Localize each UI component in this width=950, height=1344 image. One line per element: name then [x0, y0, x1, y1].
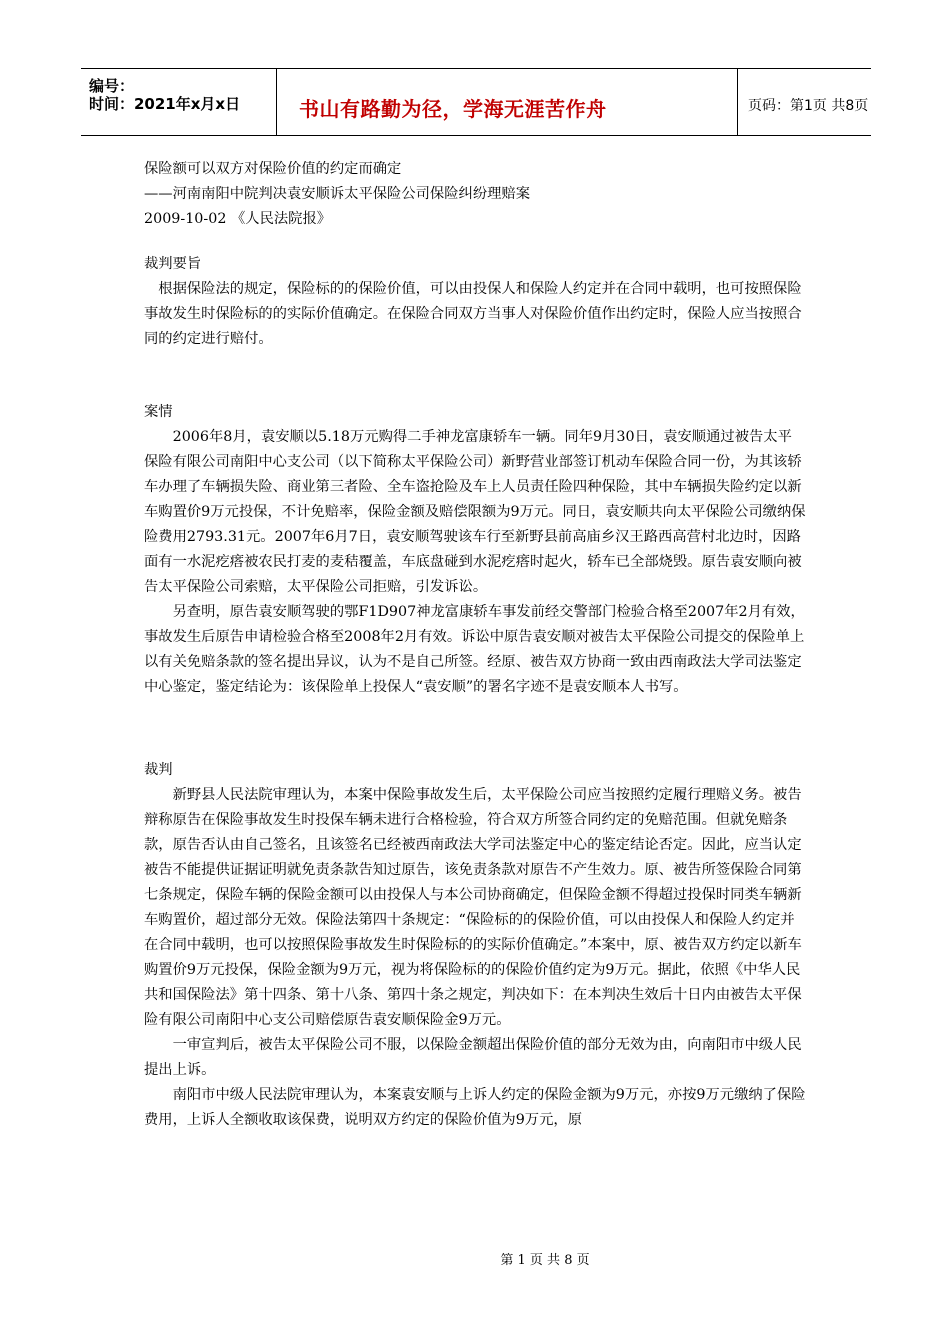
header-page-cell [738, 69, 871, 135]
page-footer [0, 1249, 950, 1268]
article-date-source: 2009-10-02 《人民法院报》 [144, 211, 332, 227]
article-subtitle: ——河南南阳中院判决袁安顺诉太平保险公司保险纠纷理赔案 [144, 186, 531, 202]
section-heading-judgment-summary: 裁判要旨 [144, 256, 202, 272]
header-motto: 书山有路勤为径，学海无涯苦作舟 [299, 97, 607, 121]
header-page-label: 页码：第1页 共8页 [748, 98, 869, 114]
paragraph-judgment-2: 一审宣判后，被告太平保险公司不服，以保险金额超出保险价值的部分无效为由，向南阳市中级人民提出上诉。 [144, 1037, 802, 1078]
section-heading-judgment: 裁判 [144, 762, 173, 778]
article-title: 保险额可以双方对保险价值的约定而确定 [144, 161, 402, 177]
footer-page-number: 第 1 页 共 8 页 [500, 1253, 590, 1268]
document-number-label: 编号： [89, 77, 135, 95]
paragraph-case-facts-1: 2006年8月，袁安顺以5.18万元购得二手神龙富康轿车一辆。同年9月30日，袁安顺通过被告太平保险有限公司南阳中心支公司（以下简称太平保险公司）新野营业部签订机动车保险合同一份，为其该轿车办理了车辆损失险、商业第三者险、全车盗抢险及车上人员责任险四种保险，其中车辆损失险约定以新车购置价9万元投保，不计免赔率，保险金额及赔偿限额为9万元。同日，袁安顺共向太平保险公司缴纳保险费用2793.31元。2007年6月7日，袁安顺驾驶该车行至新野县前高庙乡汉王路西高营村北边时，因路面有一水泥疙瘩被农民打麦的麦秸覆盖，车底盘碰到水泥疙瘩时起火，轿车已全部烧毁。原告袁安顺向被告太平保险公司索赔，太平保险公司拒赔，引发诉讼。 [144, 429, 806, 595]
article-body [144, 157, 806, 1133]
document-time-label: 时间：2021年x月x日 [89, 95, 241, 113]
header-meta-cell [81, 69, 277, 135]
paragraph-judgment-summary: 根据保险法的规定，保险标的的保险价值，可以由投保人和保险人约定并在合同中载明，也可按照保险事故发生时保险标的的实际价值确定。在保险合同双方当事人对保险价值作出约定时，保险人应当按照合同的约定进行赔付。 [144, 281, 802, 347]
paragraph-judgment-3: 南阳市中级人民法院审理认为，本案袁安顺与上诉人约定的保险金额为9万元，亦按9万元缴纳了保险费用，上诉人全额收取该保费，说明双方约定的保险价值为9万元，原 [144, 1087, 806, 1128]
header-motto-cell [277, 69, 738, 135]
paragraph-judgment-1: 新野县人民法院审理认为，本案中保险事故发生后，太平保险公司应当按照约定履行理赔义务。被告辩称原告在保险事故发生时投保车辆未进行合格检验，符合双方所签合同约定的免赔范围。但就免赔条款，原告否认由自己签名，且该签名已经被西南政法大学司法鉴定中心的鉴定结论否定。因此，应当认定被告不能提供证据证明就免责条款告知过原告，该免责条款对原告不产生效力。原、被告所签保险合同第七条规定，保险车辆的保险金额可以由投保人与本公司协商确定，但保险金额不得超过投保时同类车辆新车购置价，超过部分无效。保险法第四十条规定：“保险标的的保险价值，可以由投保人和保险人约定并在合同中载明，也可以按照保险事故发生时保险标的的实际价值确定。”本案中，原、被告双方约定以新车购置价9万元投保，保险金额为9万元，视为将保险标的的保险价值约定为9万元。据此，依照《中华人民共和国保险法》第十四条、第十八条、第四十条之规定，判决如下：在本判决生效后十日内由被告太平保险有限公司南阳中心支公司赔偿原告袁安顺保险金9万元。 [144, 787, 802, 1028]
section-heading-case-facts: 案情 [144, 404, 173, 420]
document-header [81, 68, 871, 136]
paragraph-case-facts-2: 另查明，原告袁安顺驾驶的鄂F1D907神龙富康轿车事发前经交警部门检验合格至2007年2月有效，事故发生后原告申请检验合格至2008年2月有效。诉讼中原告袁安顺对被告太平保险公司提交的保险单上以有关免赔条款的签名提出异议，认为不是自己所签。经原、被告双方协商一致由西南政法大学司法鉴定中心鉴定，鉴定结论为：该保险单上投保人“袁安顺”的署名字迹不是袁安顺本人书写。 [144, 604, 805, 695]
